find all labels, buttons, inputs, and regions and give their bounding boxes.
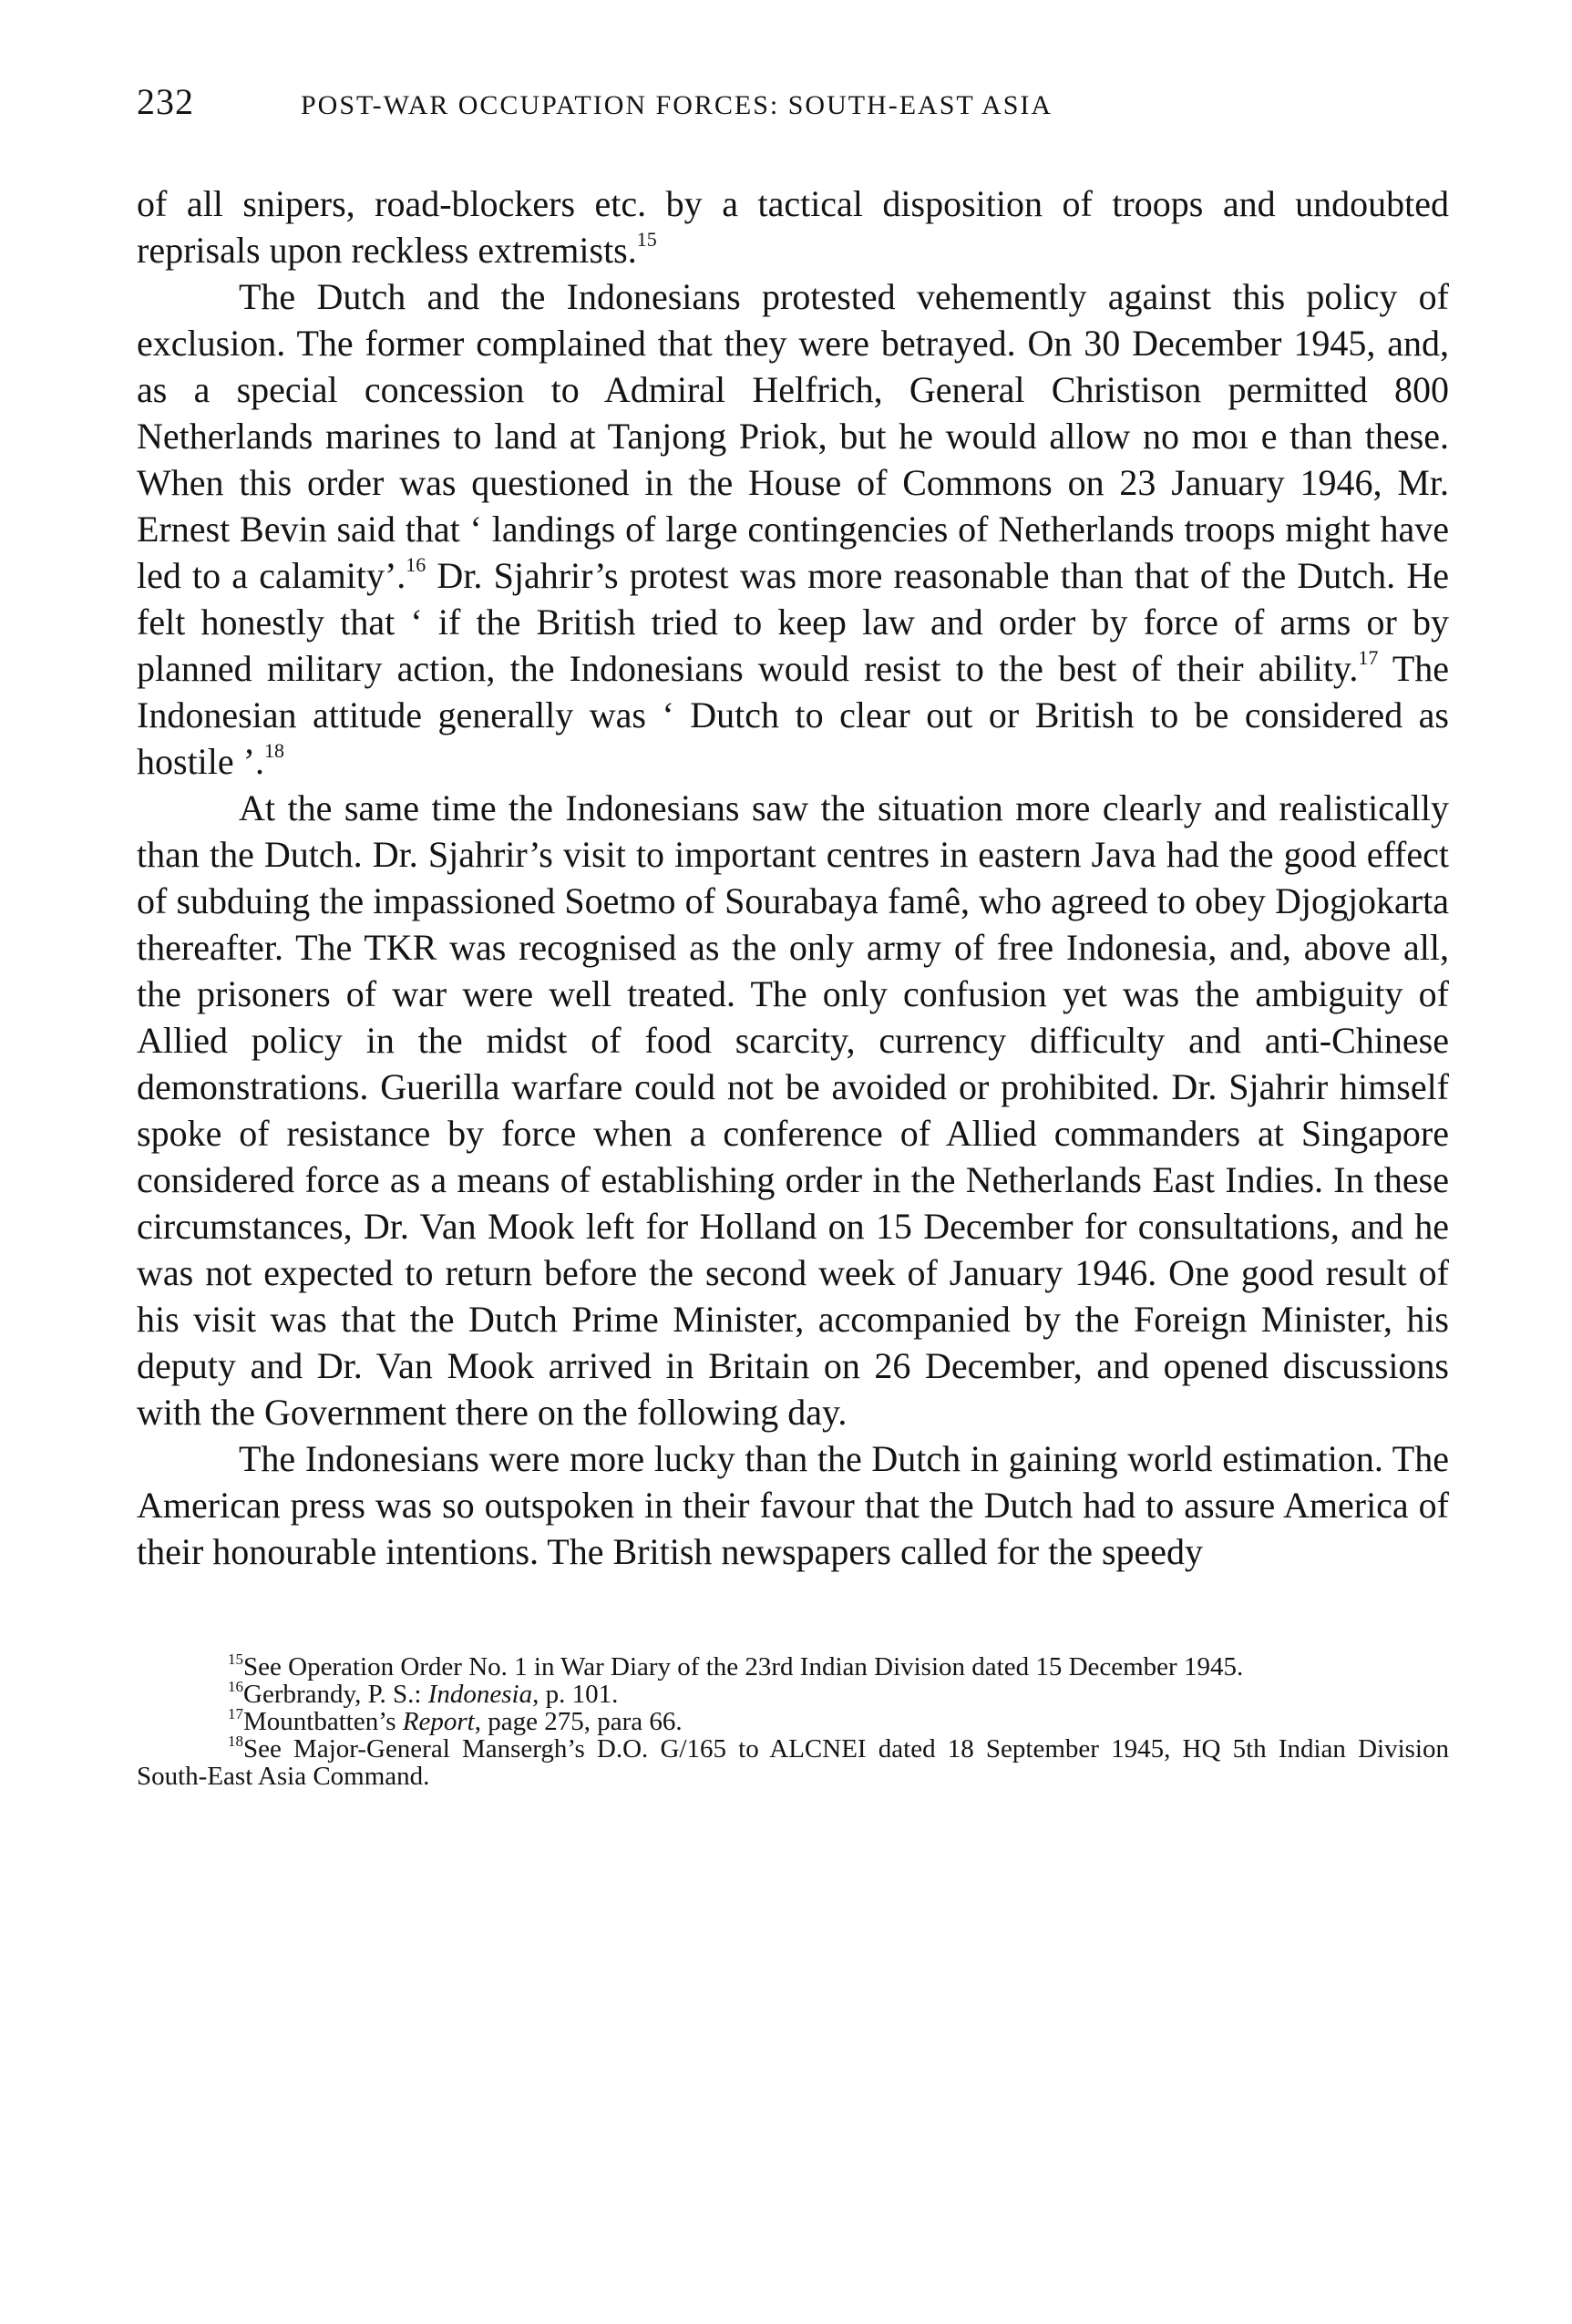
book-page [137,80,1449,1790]
footnote-number: 15 [228,1650,243,1668]
footnote-16 [137,1678,1449,1709]
paragraph: At the same time the Indonesians saw the situation more clearly and realistically than the Dutch. Dr. Sjahrir’s visit to important centres in eastern Java had the good effect of subduing the impassioned Soetmo of Sourabaya famê, who agreed to obey Djogjokarta thereafter. The TKR was recognised as the only army of free Indonesia, and, above all, the prisoners of war were well treated. The only confusion yet was the ambiguity of Allied policy in the midst of food scarcity, currency difficulty and anti-Chinese demonstrations. Guerilla warfare could not be avoided or prohibited. Dr. Sjahrir himself spoke of resistance by force when a conference of Allied commanders at Singapore considered force as a means of establishing order in the Netherlands East Indies. In these circumstances, Dr. Van Mook left for Holland on 15 December for consultations, and he was not expected to return before the second week of January 1946. One good result of his visit was that the Dutch Prime Minister, accompanied by the Foreign Minister, his deputy and Dr. Van Mook arrived in Britain on 26 December, and opened discussions with the Government there on the following day. [137,787,1449,1433]
footnote-ref: 16 [406,553,426,576]
body-text [137,180,1449,1575]
paragraph-text: Dr. Sjahrir’s protest was more reasonable than that of the Dutch. He felt honestly that ‘ if the British tried to keep law and order by force of arms or by planned military action, the Indonesians would resist to the best of their ability. [137,555,1449,689]
footnote-number: 18 [228,1733,243,1750]
footnote-text: , p. 101. [532,1680,619,1709]
footnote-text: Mountbatten’s [243,1707,403,1736]
footnote-15 [137,1650,1449,1681]
paragraph-text: The Indonesian attitude generally was ‘ Dutch to clear out or British to be considered as hostile ’. [137,648,1450,782]
footnote-number: 16 [228,1678,243,1695]
running-head [137,80,1449,144]
footnote-text: , page 275, para 66. [474,1707,683,1736]
footnote-text: See Operation Order No. 1 in War Diary of the 23rd Indian Division dated 15 December 1945. [243,1652,1244,1681]
running-head-title: POST-WAR OCCUPATION FORCES: SOUTH-EAST ASIA [301,90,1053,120]
paragraph [137,180,1449,273]
paragraph: The Indonesians were more lucky than the Dutch in gaining world estimation. The American press was so outspoken in their favour that the Dutch had to assure America of their honourable intentions. The British newspapers called for the speedy [137,1438,1449,1572]
footnote-17 [137,1705,1449,1736]
footnote-title: Report [402,1707,475,1736]
paragraph-text: The Dutch and the Indonesians protested vehemently against this policy of exclusion. The former complained that they were betrayed. On 30 December 1945, and, as a special concession to Admiral Helfrich, General Christison permitted 800 Netherlands marines to land at Tanjong Priok, but he would allow no moı e than these. When this order was questioned in the House of Commons on 23 January 1946, Mr. Ernest Bevin said that ‘ landings of large contingencies of Netherlands troops might have led to a calamity’. [137,276,1449,596]
footnote-18 [137,1735,1449,1790]
footnotes [137,1650,1449,1791]
footnote-ref: 17 [1358,646,1379,669]
footnote-text: Gerbrandy, P. S.: [243,1680,428,1709]
footnote-number: 17 [228,1705,243,1722]
footnote-ref: 15 [636,228,657,251]
paragraph [137,273,1449,785]
footnote-text: See Major-General Mansergh’s D.O. G/165 to ALCNEI dated 18 September 1945, HQ 5th Indian Division South-East Asia Command. [137,1734,1449,1791]
page-number: 232 [137,81,194,122]
paragraph-text: of all snipers, road-blockers etc. by a tactical disposition of troops and undoubted reprisals upon reckless extremists. [137,183,1449,271]
footnote-title: Indonesia [427,1680,533,1709]
footnote-ref: 18 [263,739,284,762]
